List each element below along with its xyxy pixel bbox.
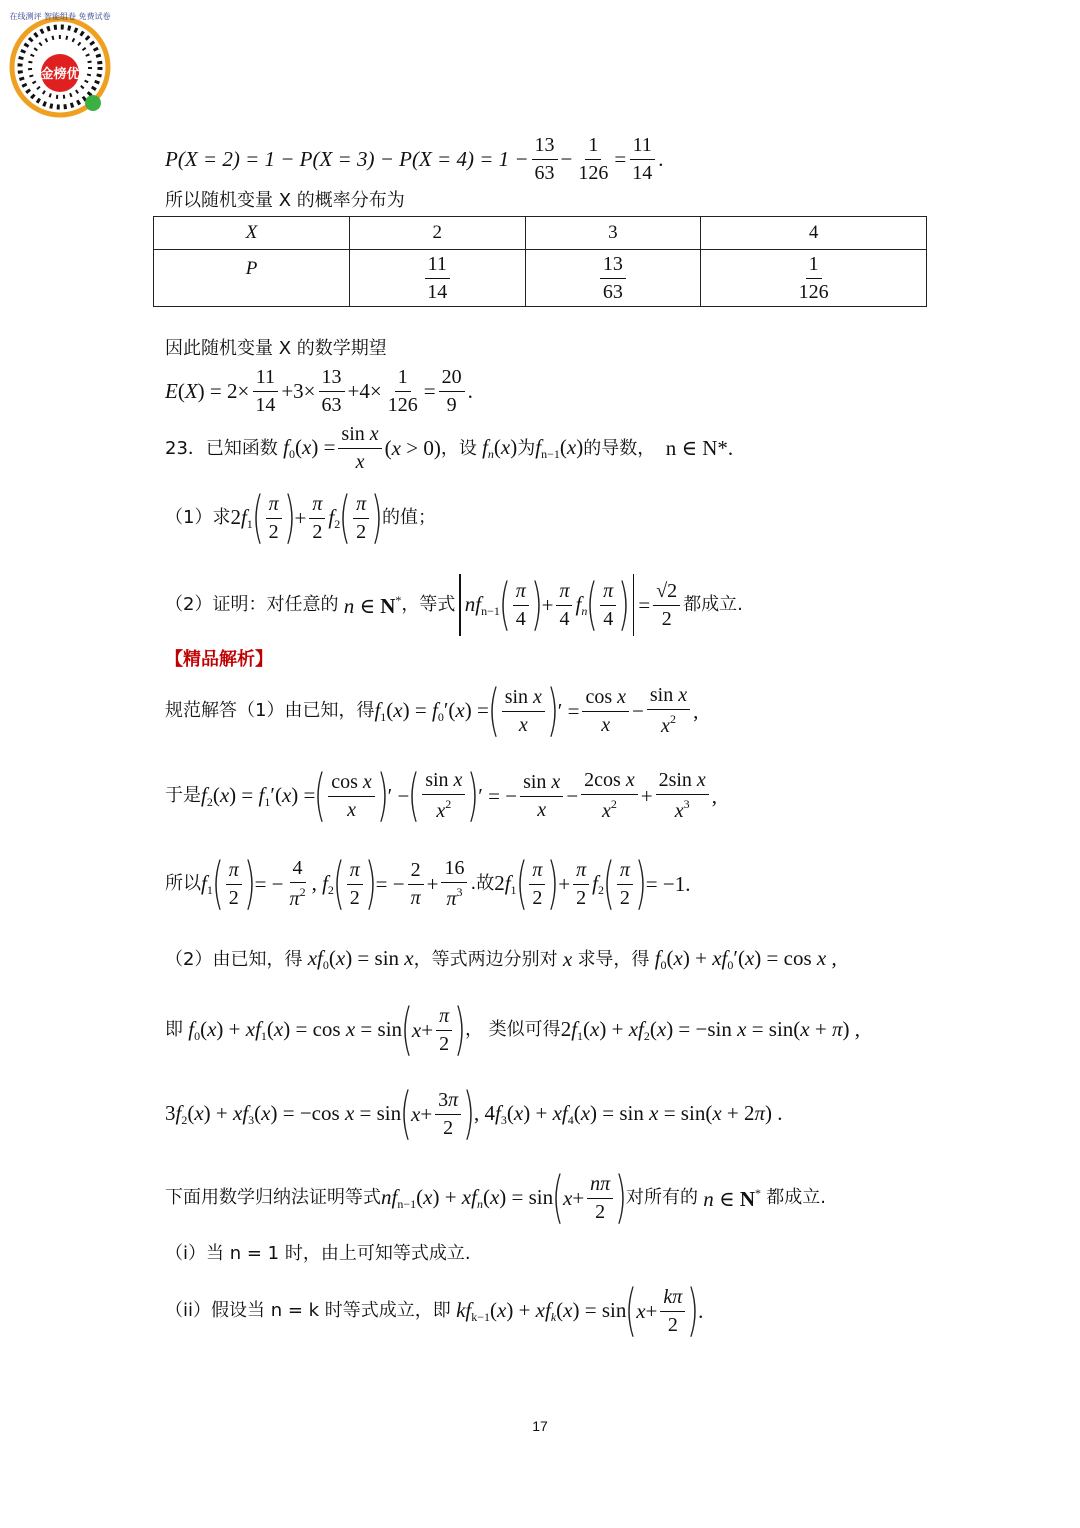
table-head-x: X bbox=[154, 217, 350, 250]
analysis-header: 【精品解析】 bbox=[165, 649, 273, 670]
table-cell-p3: $\frac{13}{63}$ bbox=[525, 250, 701, 307]
expectation-intro: 因此随机变量 X 的数学期望 bbox=[165, 338, 387, 359]
svg-text:在线测评 智能组卷 免费试卷: 在线测评 智能组卷 免费试卷 bbox=[9, 12, 111, 21]
prob-x2-equation: P(X = 2) = 1 − P(X = 3) − P(X = 4) = 1 − $\frac{13}{63}$ − $\frac{1}{126}$ = $\frac{11}{14}$ . bbox=[165, 134, 664, 184]
table-row-label: P bbox=[154, 250, 350, 307]
svg-text:金榜优: 金榜优 bbox=[40, 67, 80, 82]
distribution-table bbox=[153, 216, 927, 307]
table-cell-p2: $\frac{11}{14}$ bbox=[350, 250, 526, 307]
solution-step-2: 于是 $f_2(x) = f_1'(x)$ = ( $\frac{\text{cos x}}{x}$ ) ′ − ( $\frac{\text{sin x}}{x^2}$ ) ′ = − $\frac{\text{sin x}}{x}$ − $\frac{\text{2cos x}}{x^2}$ + $\frac{\text{2sin x}}{x^3}$ , bbox=[165, 763, 718, 828]
solution-step-9: （ii）假设当 n = k 时等式成立，即 $kf_{k-1}(x) + xf_k(x) = \sin$ ( x + $\frac{k\pi}{2}$ ) . bbox=[165, 1278, 704, 1343]
question-23-part1: （1）求 $2f_1$ ( $\frac{\pi}{2}$ ) + $\frac{\pi}{2}$ $f_2$ ( $\frac{\pi}{2}$ ) 的值； bbox=[165, 485, 437, 550]
question-23: 23． 已知函数 $f_0(x)$ = $\frac{\text{sin x}}{x}$ (x > 0) ，设 $f_n(x)$ 为 $f_{n-1}(x)$ 的导数， n ∈ N*. bbox=[165, 423, 734, 473]
solution-step-7: 下面用数学归纳法证明等式 $nf_{n-1}(x) + xf_n(x) = \sin$ ( x + $\frac{n\pi}{2}$ ) 对所有的 n ∈ N* 都成立. bbox=[165, 1165, 826, 1230]
page-number: 17 bbox=[532, 1418, 548, 1434]
table-head-2: 2 bbox=[350, 217, 526, 250]
table-head-4: 4 bbox=[701, 217, 927, 250]
solution-step-5: 即 $f_0(x) + xf_1(x) = \cos x = \sin$ ( x + $\frac{\pi}{2}$ ) ， 类似可得 $2f_1(x) + xf_2(x) = -\sin$ x = sin(x + π) , bbox=[165, 997, 860, 1062]
question-23-part2: （2）证明：对任意的 n ∈ N* ，等式 $nf_{n-1}$ ( $\frac{\pi}{4}$ ) + $\frac{\pi}{4}$ $f_n$ ( $\frac{\pi}{4}$ ) = $\frac{√2}{2}$ 都成立. bbox=[165, 572, 743, 637]
solution-step-3: 所以 $f_1$ ( $\frac{\pi}{2}$ ) = − $\frac{4}{\pi^2}$ , $f_2$ ( $\frac{\pi}{2}$ ) = − $\frac{2}{\pi}$ + $\frac{16}{\pi^3}$ .故 $2f_1$ ( $\frac{\pi}{2}$ ) + $\frac{\pi}{2}$ $f_2$ ( $\frac{\pi}{2}$ ) = −1. bbox=[165, 851, 691, 916]
solution-step-6: $3f_2(x) + xf_3(x) = -\cos$ x = sin ( x + $\frac{3\pi}{2}$ ) , $4f_3(x) + xf_4(x) = \sin x = \sin(x + 2\pi)$ . bbox=[165, 1081, 783, 1146]
brand-logo bbox=[5, 5, 115, 120]
solution-step-1: 规范解答（1）由已知，得 $f_1(x) = f_0'(x)$ = ( $\frac{\text{sin x}}{x}$ ) ′ = $\frac{\text{cos x}}{x}$ − $\frac{\text{sin x}}{x^2}$ , bbox=[165, 678, 699, 743]
solution-step-4: （2）由已知，得 $xf_0(x) = \sin x$ ，等式两边分别对 x 求导，得 $f_0(x) + xf_0'(x) = \cos x$ , bbox=[165, 946, 837, 972]
solution-step-8: （i）当 n = 1 时，由上可知等式成立. bbox=[165, 1243, 471, 1264]
expectation-equation: E ( X ) = 2× $\frac{11}{14}$ +3× $\frac{13}{63}$ +4× $\frac{1}{126}$ = $\frac{20}{9}$ . bbox=[165, 366, 473, 416]
table-cell-p4: $\frac{1}{126}$ bbox=[701, 250, 927, 307]
distribution-intro: 所以随机变量 X 的概率分布为 bbox=[165, 190, 405, 211]
table-head-3: 3 bbox=[525, 217, 701, 250]
